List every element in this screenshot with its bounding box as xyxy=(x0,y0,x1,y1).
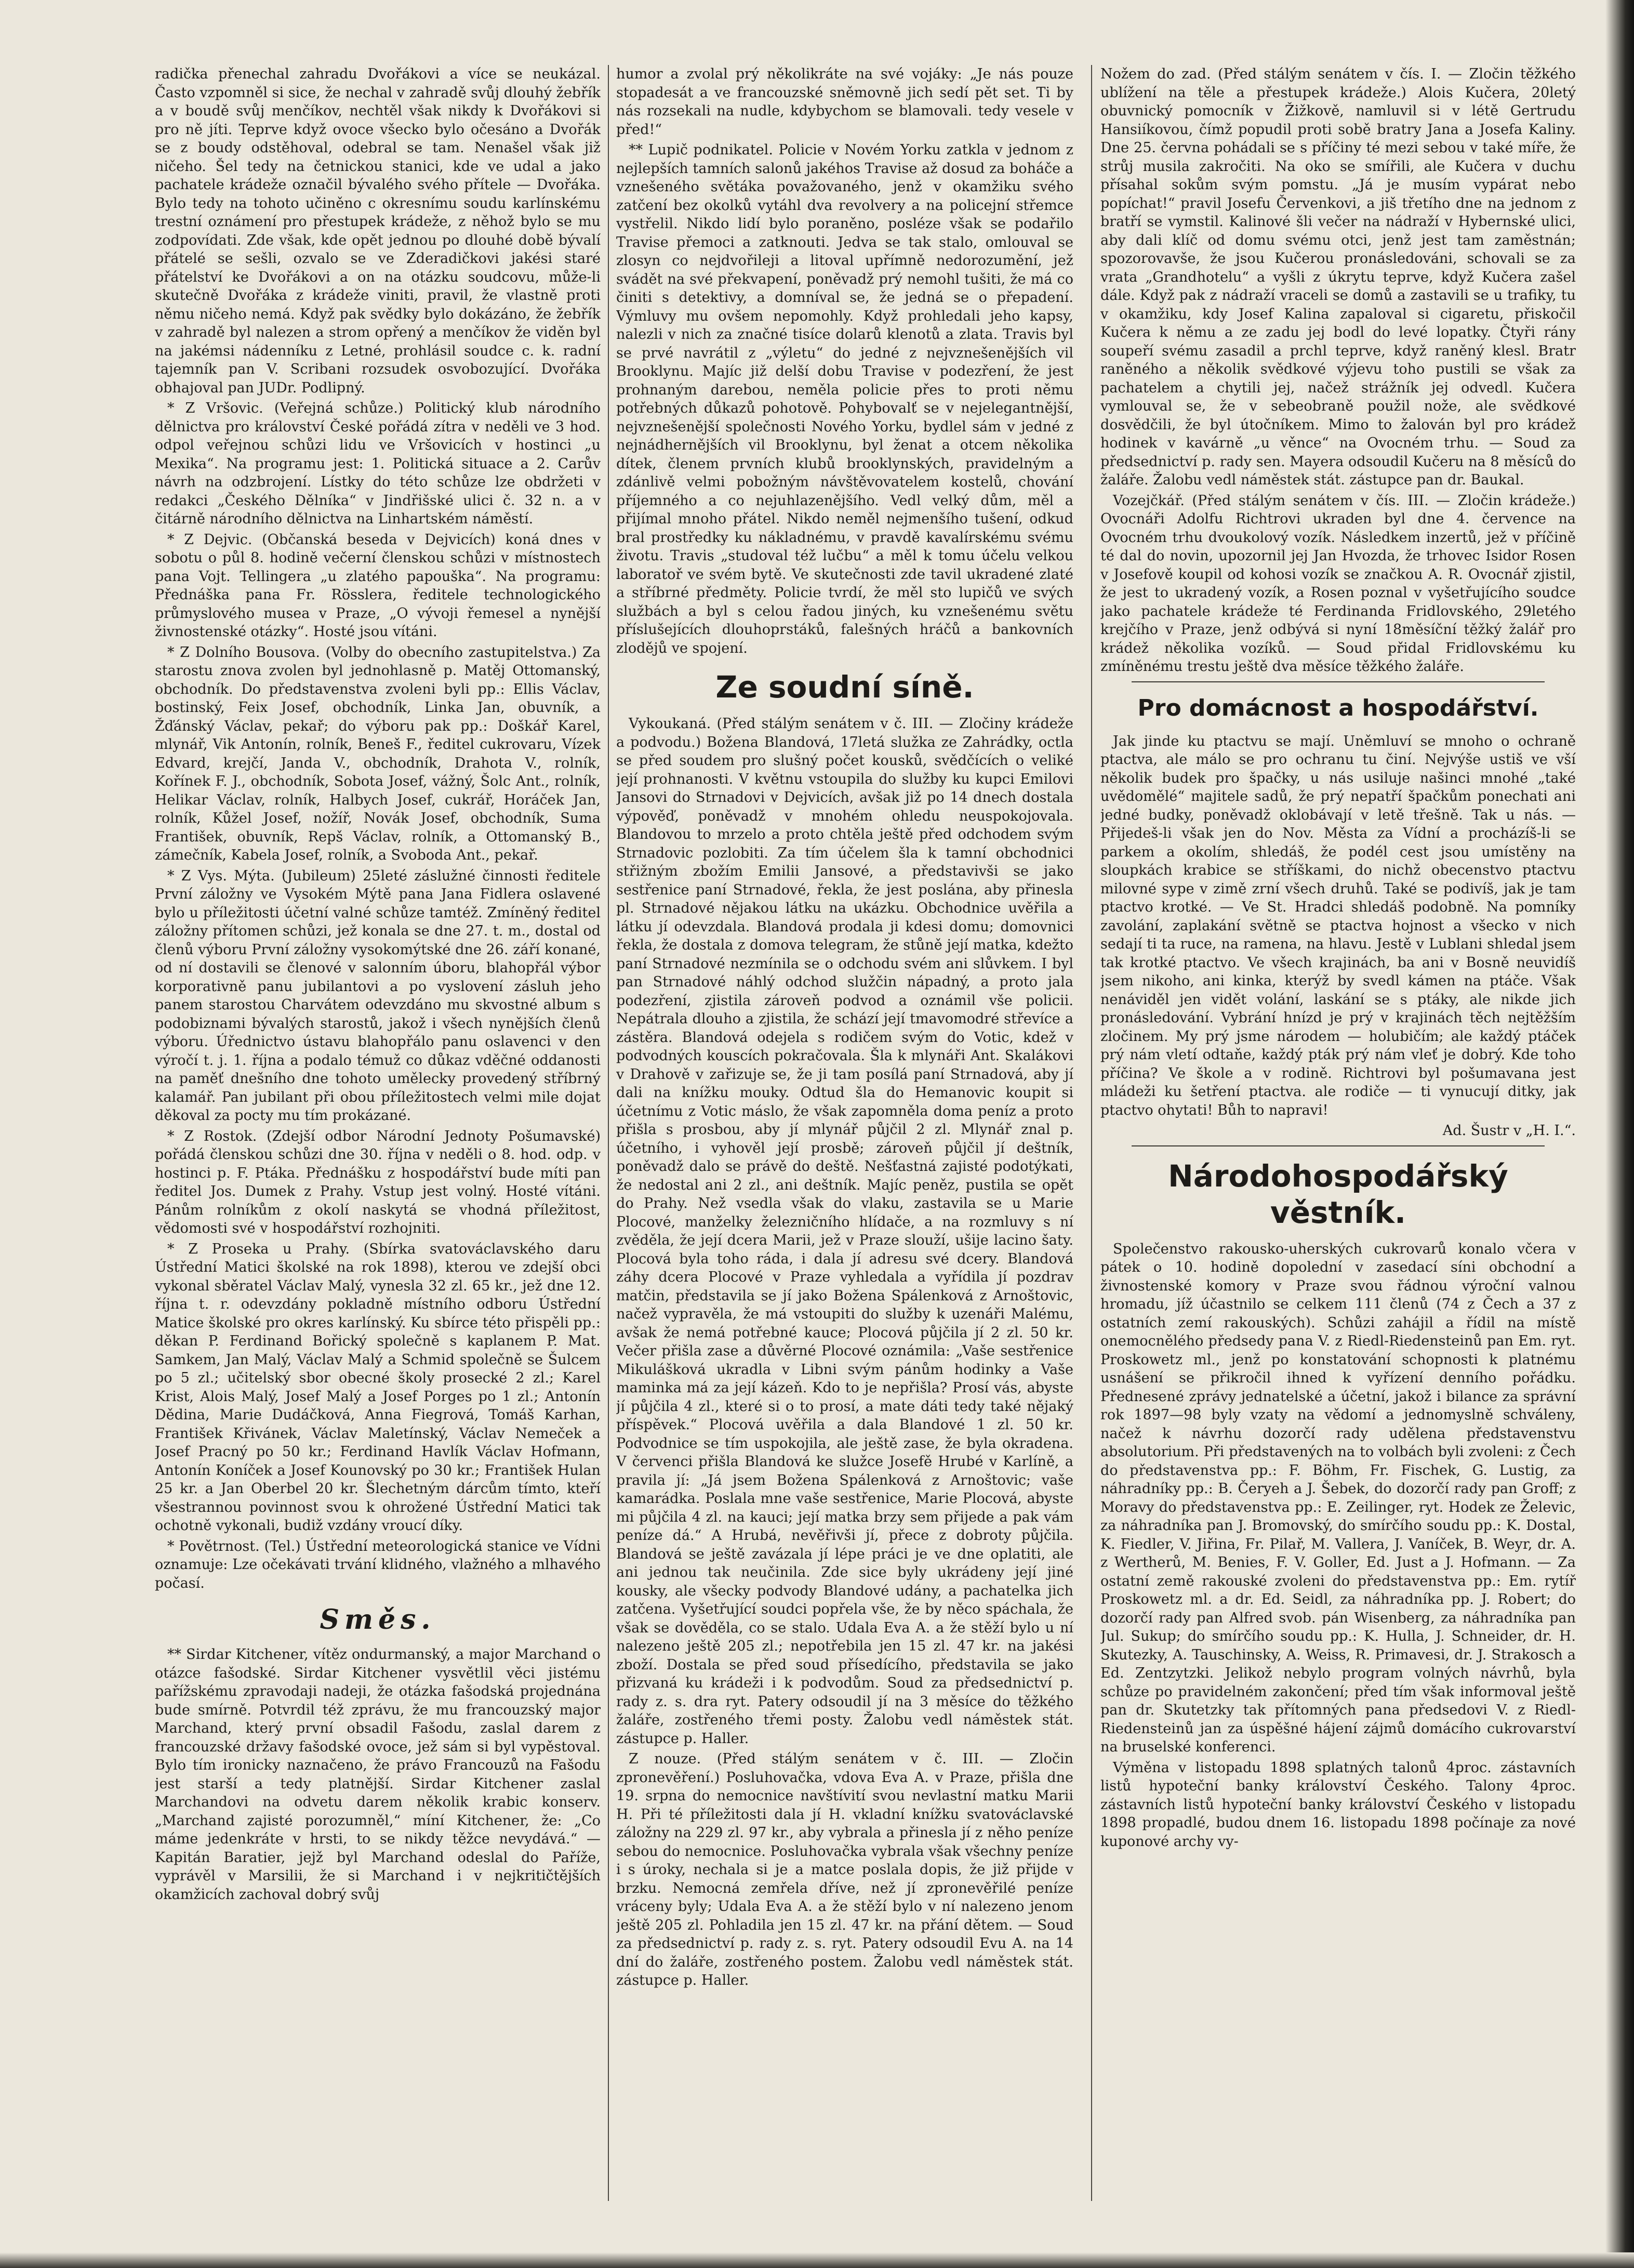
column-divider xyxy=(1091,65,1092,2201)
section-heading-household: Pro domácnost a hospodářství. xyxy=(1137,694,1539,721)
notice-vysoke-myto: * Z Vys. Mýta. (Jubileum) 25leté záslužné činnosti ředitele První záložny ve Vysokém Mýtě pana Jana Fidlera oslavené bylo u příležitosti účetní valné schůze tamtéž. Zmíněný ředitel záložny přítomen schůzi, jež konala se dne 27. t. m., dostal od členů výboru První záložny vysokomýtské dne 26. září konané, od ní dostavili se členové v salonním úboru, blahopřál výbor korporativně panu jubilantovi a po vyslovení zásluh jeho panem starostou Charvátem odevzdáno mu skvostné album s podobiznami bývalých starostů, jakož i všech nynějších členů výboru. Úřednictvo ústavu blahopřálo panu oslavenci v den výročí t. j. 1. října a podalo témuž co důkaz vděčné oddanosti na paměť dnešního dne tohoto umělecky provedený stříbrný kalamář. Pan jubilant při obou příležitostech velmi mile dojat děkoval za pocty mu tím prokázané. xyxy=(155,867,601,1124)
divider-line xyxy=(1132,681,1545,682)
divider-line xyxy=(1132,1145,1545,1146)
notice-prosek: * Z Proseka u Prahy. (Sbírka svatováclavského daru Ústřední Matici školské na rok 1898), kterou ve zdejší obci vykonal sběratel Václav Malý, vynesla 32 zl. 65 kr., jež dne 12. října t. r. odevzdány pokladně místního odboru Ústřední Matice školské pro okres karlínský. Ku sbírce této přispěli pp.: děkan P. Ferdinand Bořický společně s kaplanem P. Mat. Samkem, Jan Malý, Václav Malý a Schmid společně se Šulcem po 5 zl.; učitelský sbor obecné školy prosecké 2 zl.; Karel Krist, Alois Malý, Josef Malý a Josef Porges po 1 zl.; Antonín Dědina, Marie Dudáčková, Anna Fiegrová, Tomáš Karhan, František Křivánek, Václav Maletínský, Václav Nemeček a Josef Pracný po 50 kr.; Ferdinand Havlík Václav Hofmann, Antonín Koníček a Josef Kounovský po 30 kr.; František Hulan 25 kr. a Jan Oberbel 20 kr. Šlechetným dárcům tímto, kteří všestrannou povinnost svou k ohrožené Ústřední Matici tak ochotně vykonali, budiž vzdány vroucí díky. xyxy=(155,1241,601,1534)
notice-dolni-bousov: * Z Dolního Bousova. (Volby do obecního zastupitelstva.) Za starostu znova zvolen byl jednohlasně p. Matěj Ottomanský, obchodník. Do představenstva zvoleni byli pp.: Ellis Václav, bostinský, Feix Josef, obchodník, Linka Jan, obuvník, a Žďánský Václav, pekař; do výboru pak pp.: Doškář Karel, mlynář, Vik Antonín, rolník, Beneš F., ředitel cukrovaru, Vízek Edvard, krejčí, Janda V., obchodník, Drahota V., rolník, Kořínek F. J., obchodník, Sobota Josef, vážný, Šolc Ant., rolník, Helikar Václav, rolník, Halbych Josef, cukrář, Horáček Jan, rolník, Kůžel Josef, nožíř, Novák Josef, obchodník, Suma František, obuvník, Repš Václav, rolník, a Ottomanský B., zámečník, Kabela Josef, rolník, a Svoboda Ant., pekař. xyxy=(155,644,601,863)
article-signature: Ad. Šustr v „H. I.“. xyxy=(1442,1123,1576,1139)
article-ptactvo: Jak jinde ku ptactvu se mají. Uněmluví se mnoho o ochraně ptactva, ale málo se pro ochranu tu činí. Nejvýše ustiš ve vší několik budek pro špačky, u nás usiluje našinci mnohé „také uvědomělé“ majitele sadů, že prý nepatří špačkům ponechati ani jedné budky, poněvadž oklobávají v letě třešně. Tak u nás. — Přijedeš-li však jen do Nov. Města za Vídní a procházíš-li se parkem a okolím, shledáš, že podél cest jsou umístěny na sloupkách krabice se stříškami, do nichž obecenstvo ptactvu milovné sype v zimě zrní všech druhů. Také se podivíš, jak je tam ptactvo krotké. — Ve St. Hradci shledáš podobně. Na pomníky zavolání, zaplakání světně se ptactva hojnost a všecko v nich sedají ti ta ruce, na ramena, na hlavu. Jestě v Lublani shledal jsem tak krotké ptactvo. Ve všech krajinách, ba ani v Bosně neuvidíš jsem nikoho, ani kinka, kterýž by svedl kámen na ptáče. Však nenáviděl jen vidět volání, laskání se s ptáky, ale nikde jich pronásledování. Vybrání hnízd je prý v krajinách těch nejtěžším zločinem. My prý jsme národem — holubičím; ale každý ptáček prý nám vletí odtaňe, každý pták prý nám vleť je dobrý. Kde toho příčina? Ve škole a v rodině. Richtrovi byl pošumavana jest mládeži ku šetření ptactva. ale rodiče — ti vynucují ditky, jak ptactvo ohytati! Bůh to napravi! xyxy=(1100,733,1576,1118)
article-lupic-podnikatel: ** Lupič podnikatel. Policie v Novém Yorku zatkla v jednom z nejlepších tamních salonů jakéhos Travise až dosud za boháče a vznešeného světáka považovaného, jenž v okamžiku svého zatčení bez okolků vytáhl dva revolvery a na policejní střemce vystřelil. Nikdo lidí bylo poraněno, posléze však se podařilo Travise přemoci a zatknouti. Jedva se tak stalo, omlouval se zlosyn co nejdvořileji a litoval upřímně nedorozumění, jež svádět na své překvapení, poněvadž prý nemohl tušiti, že má co činiti s detektivy, a domníval se, že jedná se o přepadení. Výmluvy mu ovšem nepomohly. Když prohledali jeho kapsy, nalezli v nich za značné tisíce dolarů klenotů a zlata. Travis byl se prvé navrátil z „výletu“ do jedné z nejvznešenějších vil Brooklynu. Majíc již delší dobu Travise v podezření, že jest prohnaným darebou, neměla policie přes to proti němu potřebných důkazů pohotově. Pohybovalť se v nejelegantnější, nejvznešenější společnosti Nového Yorku, bydlel sám v jedné z nejnádhernějších vil Brooklynu, byl ženat a otcem několika dítek, členem prvních klubů brooklynských, pravidelným a zdánlivě velmi pobožným návštěvovatelem kostelů, chování příjemného a co nejuhlazenějšího. Vedl velký dům, měl a přijímal mnoho přátel. Nikdo neměl nejmenšího tušení, odkud bral prostředky ku nákladnému, v pravdě kavalírskému svému životu. Travis „studoval též lučbu“ a měl k tomu účelu velkou laboratoř ve svém bytě. Ve skutečnosti zde tavil ukradené zlaté a stříbrné předměty. Policie tvrdí, že měl sto lupičů ve svých službách a byl s celou řadou jiných, ku vznešenému světu příslušejících dlouhoprstáků, falešných hráčů a bankovních zlodějů ve spojení. xyxy=(616,142,1073,656)
section-heading-economy: Národohospodářský věstník. xyxy=(1168,1158,1508,1230)
article-cukrovary: Společenstvo rakousko-uherských cukrovarů konalo včera v pátek o 10. hodině dopolední v zasedací síni obchodní a živnostenské komory v Praze svou řádnou výroční valnou hromadu, jíž účastnilo se celkem 111 členů (74 z Čech a 37 z ostatních zemí rakouských). Schůzi zahájil a řídil na místě onemocnělého předsedy pana V. z Riedl-Riedensteinů pan Em. ryt. Proskowetz ml., jenž po konstatování schopnosti k platnému usnášení se přikročil ihned k vyřízení denního pořádku. Přednesené zprávy jednatelské a účetní, jakož i bilance za správní rok 1897—98 byly vzaty na vědomí a jednomyslně schváleny, načež k návrhu dozorčí rady udělena představenstvu absolutorium. Při představených na to volbách byli zvoleni: z Čech do představenstva pp.: F. Böhm, Fr. Fischek, G. Lustig, za náhradníky pp.: B. Čeryeh a J. Šebek, do dozorčí rady pan Groff; z Moravy do představenstva pp.: E. Zeilinger, ryt. Hodek ze Želevic, za náhradníka pan J. Bromovský, do smírčího soudu pp.: K. Dostal, K. Fiedler, V. Jiřina, Fr. Pilař, M. Vallera, J. Vaníček, B. Weyr, dr. A. z Wertherů, M. Benies, F. V. Goller, Ed. Just a J. Hofmann. — Za ostatní země rakouské zvoleni do představenstva pp.: Em. rytíř Proskowetz ml. a dr. Ed. Seidl, za náhradníka pp. J. Robert; do dozorčí rady pan Alfred svob. pán Wisenberg, za náhradníka pan Jul. Sukup; do smírčího soudu pp.: K. Hulla, J. Schneider, dr. H. Skutezky, A. Tauschinsky, A. Weiss, R. Primavesi, dr. J. Strakosch a Ed. Zentzytzki. Jelikož nebylo program volných návrhů, byla schůze po pravidelném zakončení; před tím však informoval ještě pan dr. Skutetzky tak přítomných pana předsedovi V. z Riedl-Riedensteinů jan za úspěšné hájení zájmů domácího cukrovarství na bruselské konferenci. xyxy=(1100,1241,1576,1755)
article-vykoukana: Vykoukaná. (Před stálým senátem v č. III. — Zločiny krádeže a podvodu.) Božena Blandová, 17letá služka ze Zahrádky, octla se před soudem pro slušný počet kousků, svědčících o veliké její prohnanosti. V květnu vstoupila do služby ku kupci Emilovi Jansovi do Strnadovi v Dejvicích, avšak již po 14 dnech dostala výpověď, poněvadž v mnohém ohledu neuspokojovala. Blandovou to mrzelo a proto chtěla ještě před odchodem svým Strnadovic pozlobiti. Za tím účelem šla k tamní obchodnici střižným zbožím Emilii Jansové, a představivši se jako sestřenice paní Strnadové, řekla, že jest poslána, aby přinesla pl. Strnadové nějakou látku na ukázku. Obchodnice uvěřila a látku jí odevzdala. Blandová prodala ji kdesi domu; domovnici řekla, že dostala z domova telegram, že stůně její matka, kdežto paní Strnadové nezmínila se o odchodu svém ani slůvkem. I byl pan Strnadové náhlý odchod služčin nápadný, a proto jala podezření, zjistila zároveň podvod a oznámil vše policii. Nepátrala dlouho a zjistila, že schází její tmavomodré střevíce a zástěra. Blandová odejela s rodičem svým do Votic, kdež v podvodných kouscích pokračovala. Šla k mlynáři Ant. Skalákovi v Drahově v zařizuje se, že ji tam posílá paní Strnadová, aby jí dali na knížku mouky. Odtud šla do Hemanovic koupit si účetnímu z Votic máslo, že však zapomněla doma peníz a proto přišla s prosbou, aby jí mlynář půjčil 2 zl. Mlynář znal p. účetního, i vyhověl její prosbě; zároveň půjčil jí deštník, poněvadž dalo se právě do deště. Nešťastná zajisté podotýkati, že nedostal ani 2 zl., ani deštník. Majíc peněz, pustila se opět do Prahy. Než vsedla však do vlaku, zastavila se u Marie Plocové, manželky železničního hlídače, a na rozmluvy s ní zvěděla, že její dcera Marii, jež v Praze slouží, ušije lacino šaty. Plocová byla toho ráda, i dala jí adresu své dcery. Blandová záhy dcera Plocové v Praze vyhledala a vyřídila jí pozdrav matčin, představila se jí jako Božena Spálenková z Arnoštovic, načež vypravěla, že má vstoupiti do služby k uzenáři Malému, avšak že nemá potřebné kauce; Plocová půjčila jí 2 zl. 50 kr. Večer přišla zase a důvěrné Plocové oznámila: „Vaše sestřenice Mikulášková ukradla v Libni svým pánům hodinky a Vaše maminka má za její kázeň. Kdo to je nepřišla? Prosí vás, abyste jí půjčila 4 zl., které si o to prosí, a mate dáti tedy také nějaký příspěvek.“ Plocová uvěřila a dala Blandové 1 zl. 50 kr. Podvodnice se tím uspokojila, ale ještě zase, že byla okradena. V červenci přišla Blandová ke služce Josefě Hrubé v Karlíně, a pravila jí: „Já jsem Božena Spálenková z Arnoštovic; vaše kamarádka. Poslala mne vaše sestřenice, Marie Plocová, abyste mi půjčila 4 zl. na kauci; její matka brzy sem přijede a pak vám peníze dá.“ A Hrubá, nevěřivši jí, přece z dobroty půjčila. Blandová se ještě zavázala jí lépe práci je ve dne oplatiti, ale ani jednou tak neučinila. Zde sice byly ukrádeny její jiné kousky, ale všecky podvody Blandové udány, a pachatelka jich zatčena. Vyšetřující soudci popřela vše, že by něco spáchala, že však se dověděla, co se stalo. Udala Eva A. a že stěží bylo u ní nalezeno ještě 205 zl.; nepotřebila jen 15 zl. 47 kr. na jakési zboží. Dostala se před soud přísedícího, představila se jako přizvaná ku krádeži i k podvodům. Soud za předsednictví p. rady z. s. dra ryt. Patery odsoudil jí na 3 měsíce do těžkého žaláře, zostřeného třemi posty. Žalobu vedl náměstek stát. zástupce p. Haller. xyxy=(616,716,1073,1747)
article-vozejckar: Vozejčkář. (Před stálým senátem v čís. III. — Zločin krádeže.) Ovocnáři Adolfu Richtrovi ukraden byl dne 4. července na Ovocném trhu dvoukolový vozík. Následkem inzertů, jež v příčině té dal do novin, upozornil jej Jan Hvozda, že trhovec Isidor Rosen v Josefově koupil od kohosi vozík se značkou A. R. Ovocnář zjistil, že jest to ukradený vozík, a Rosen poznal v vyšetřujícího soudce jako pachatele krádeže té Ferdinanda Fridlovského, 29letého krejčího v Praze, jenž odbývá si nyní 18měsíční těžký žalář pro krádež několika vozíků. — Soud přidal Fridlovskému ku zmíněnému trestu ještě dva měsíce těžkého žaláře. xyxy=(1100,492,1576,675)
column-middle xyxy=(616,65,1073,2201)
column-left xyxy=(155,65,601,2201)
article-kitchener: ** Sirdar Kitchener, vítěz ondurmanský, a major Marchand o otázce fašodské. Sirdar Kitchener vysvětlil věci jistému pařížskému zpravodaji nadeji, že otázka fašodská projednána bude smírně. Potvrdil též zprávu, že mu francouzský major Marchand, který první obsadil Fašodu, zaslal darem z francouzské državy fašodské ovoce, jež sám si byl vypěstoval. Bylo tím ironicky naznačeno, že právo Francouzů na Fašodu jest starší a tedy platnější. Sirdar Kitchener zaslal Marchandovi na odvetu darem několik krabic konserv. „Marchand zajisté porozumněl,“ míní Kitchener, že: „Co máme jedenkráte v hrsti, to se nikdy těžce nevydává.“ — Kapitán Baratier, jejž byl Marchand odeslal do Paříže, vyprávěl v Marsilii, že si Marchand i v nejkritičtějších okamžicích zachoval dobrý svůj xyxy=(155,1646,601,1903)
article-kitchener-end: humor a zvolal prý několikráte na své vojáky: „Je nás pouze stopadesát a ve francouzské sněmovně jich sedí pět set. Ti by nás rozsekali na nudle, kdybychom se blamovali. tedy vesele v před!“ xyxy=(616,66,1073,138)
article-talony: Výměna v listopadu 1898 splatných talonů 4proc. zástavních listů hypoteční banky království Českého. Talony 4proc. zástavních listů hypoteční banky království Českého v listopadu 1898 propadlé, budou dnem 16. listopadu 1898 počínaje za nové kuponové archy vy- xyxy=(1100,1759,1576,1850)
article-dvorak-end: radička přenechal zahradu Dvořákovi a více se neukázal. Často vzpomněl si sice, že nechal v zahradě svůj dlouhý žebřík a v boudě svůj menčíkov, nechtěl však nikdy k Dvořákovi si pro ně jíti. Teprve když ovoce všecko bylo očesáno a Dvořák se z boudy odstěhoval, odebral se tam. Nenašel však již ničeho. Šel tedy na četnickou stanici, kde ve udal a jako pachatele krádeže označil bývalého svého přítele — Dvořáka. Bylo tedy na tohoto učiněno c okresnímu soudu karlínskému trestní oznámení pro přestupek krádeže, z něhož bylo se mu zodpovídati. Zde však, kde opět jednou po dlouhé době bývalí přátelé se sešli, ozvalo se ve Zderadičkovi jakési staré přátelství ke Dvořákovi a on na otázku soudcovu, může-li skutečně Dvořáka z krádeže viniti, pravil, že vlastně proti němu ničeho nemá. Když pak svědky bylo dokázáno, že žebřík v zahradě byl nalezen a strom opřený a menčíkov že viděn byl na jakémsi nádenníku z Letné, prohlásil soudce c. k. radní tajemník pan V. Scribani rozsudek osvobozující. Dvořáka obhajoval pan JUDr. Podlipný. xyxy=(155,66,601,396)
page-edge-shadow xyxy=(1605,0,1634,2268)
column-divider xyxy=(608,65,609,2201)
page-edge-shadow-bottom xyxy=(0,2252,1634,2268)
notice-dejvice: * Z Dejvic. (Občanská beseda v Dejvicích) koná dnes v sobotu o půl 8. hodině večerní členskou schůzi v místnostech pana Vojt. Tellingera „u zlatého papouška“. Na programu: Přednáška pana Fr. Rösslera, ředitele technologického průmyslového musea v Praze, „O vývoji řemesel a nynější živnostenské otázky“. Hosté jsou vítáni. xyxy=(155,531,601,640)
column-right xyxy=(1100,65,1576,2201)
article-nozem-do-zad: Nožem do zad. (Před stálým senátem v čís. I. — Zločin těžkého ublížení na těle a přestupek krádeže.) Alois Kučera, 20letý obuvnický pomocník v Žižkově, namluvil si v létě Gertrudu Hansiíkovou, čímž popudil proti sobě bratry Jana a Josefa Kaliny. Dne 25. června pohádali se s příčiny té mezi sebou v také míře, že strůj musila zakročiti. Na oko se smířili, ale Kučera v duchu přísahal sokům svým pomstu. „Já je musím vypárat nebo popíchat!“ pravil Josefu Červenkovi, a jiš třetího dne na jednom z bratří se vymstil. Kalinové šli večer na nádraží v Hybernské ulici, aby dali klíč od domu svému otci, jenž jest tam zaměstnán; spozorovavše, že jsou Kučerou pronásledováni, schovali se za vrata „Grandhotelu“ a vyšli z úkrytu teprve, když Kučera zašel dále. Když pak z nádraží vraceli se domů a zastavili se u trafiky, tu v okamžiku, kdy Josef Kalina zapaloval si cigaretu, přiskočil Kučera k němu a ze zadu jej bodl do levé lopatky. Čtyři rány soupeří svému zasadil a prchl teprve, když raněný klesl. Bratr raněného a několik svědkové výjevu toho pustili se však za pachatelem a chytili jej, načež strážník jej odvedl. Kučera vymlouval se, že v sebeobraně použil nože, ale svědkové dosvědčili, že byl útočníkem. Mimo to žalován byl pro krádež hodinek v kavárně „u věnce“ na Ovocném trhu. — Soud za předsednictví p. rady sen. Mayera odsoudil Kučeru na 8 měsíců do žaláře. Žalobu vedl náměstek stát. zástupce pan dr. Baukal. xyxy=(1100,66,1576,488)
article-z-nouze: Z nouze. (Před stálým senátem v č. III. — Zločin zpronevěření.) Posluhovačka, vdova Eva A. v Praze, přišla dne 19. srpna do nemocnice navštívití svou nevlastní matku Marii H. Při té příležitosti dala jí H. vkladní knížku svatováclavské záložny na 229 zl. 97 kr., aby vybrala a přinesla jí z něho peníze sebou do nemocnice. Posluhovačka vybrala však všechny peníze i s úroky, nechala si je a matce poslala dopis, že již přijde v brzku. Nemocná zemřela dříve, než jí zpronevěřilé peníze vráceny byly; Udala Eva A. a že stěží bylo v ní nalezeno jenom ještě 205 zl. Pohladila jen 15 zl. 47 kr. na přání dětem. — Soud za předsednictví p. rady z. s. ryt. Patery odsoudil Evu A. na 14 dní do žaláře, zostřeného postem. Žalobu vedl náměstek stát. zástupce p. Haller. xyxy=(616,1751,1073,1988)
section-heading-court: Ze soudní síně. xyxy=(715,669,974,705)
notice-vrsovice: * Z Vršovic. (Veřejná schůze.) Politický klub národního dělnictva pro království České pořádá zítra v neděli ve 3 hod. odpol veřejnou schůzi lidu ve Vršovicích v hostinci „u Mexika“. Na programu jest: 1. Politická situace a 2. Carův návrh na odzbrojení. Lístky do této schůze lze obdržeti v redakci „Českého Dělníka“ v Jindřišské ulici č. 32 n. a v čitárně národního dělnictva na Linhartském náměstí. xyxy=(155,400,601,527)
notice-rostoky: * Z Rostok. (Zdejší odbor Národní Jednoty Pošumavské) pořádá členskou schůzi dne 30. října v neděli o 8. hod. odp. v hostinci p. F. Ptáka. Přednášku z hospodářství bude míti pan ředitel Jos. Dumek z Prahy. Vstup jest volný. Hosté vítáni. Pánům rolníkům z okolí naskytá se vhodná příležitost, vědomosti své v hospodářství rozhojniti. xyxy=(155,1128,601,1236)
notice-weather: * Povětrnost. (Tel.) Ústřední meteorologická stanice ve Vídni oznamuje: Lze očekávati trvání klidného, vlažného a mlhavého počasí. xyxy=(155,1538,601,1591)
section-heading-smes: Směs. xyxy=(320,1604,436,1636)
